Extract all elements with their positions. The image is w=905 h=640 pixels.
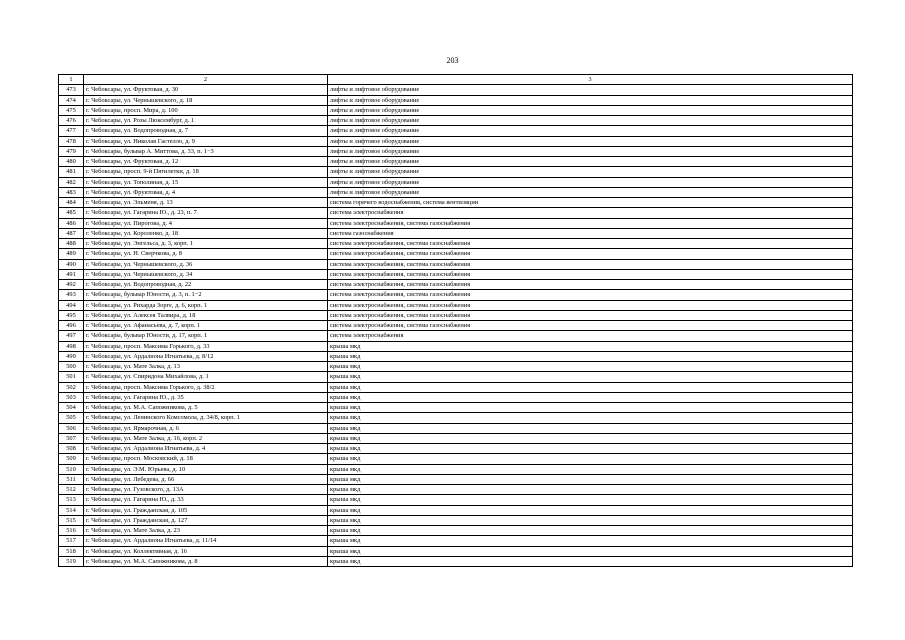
address-cell: г. Чебоксары, ул. Фруктовая, д. 12 [84, 157, 328, 167]
table-row [59, 208, 853, 218]
row-number-cell: 491 [59, 269, 84, 279]
systems-cell: система электроснабжения, система газоснабжения [328, 249, 853, 259]
address-cell: г. Чебоксары, ул. Короленко, д. 18 [84, 228, 328, 238]
table-row [59, 228, 853, 238]
table-row [59, 505, 853, 515]
table-row [59, 249, 853, 259]
table-row [59, 403, 853, 413]
row-number-cell: 493 [59, 290, 84, 300]
address-cell: г. Чебоксары, ул. Спиридона Михайлова, д. 1 [84, 372, 328, 382]
systems-cell: крыша мкд [328, 392, 853, 402]
row-number-cell: 486 [59, 218, 84, 228]
table-row [59, 331, 853, 341]
address-cell: г. Чебоксары, ул. Гагарина Ю., д. 23, п. 7 [84, 208, 328, 218]
row-number-cell: 510 [59, 464, 84, 474]
table-body [59, 75, 853, 567]
table-row [59, 351, 853, 361]
systems-cell: крыша мкд [328, 351, 853, 361]
systems-cell: крыша мкд [328, 362, 853, 372]
table-row [59, 126, 853, 136]
address-cell: г. Чебоксары, ул. М.А. Сапожникова, д. 5 [84, 403, 328, 413]
row-number-cell: 477 [59, 126, 84, 136]
table-row [59, 269, 853, 279]
address-cell: г. Чебоксары, ул. Коллективная, д. 16 [84, 546, 328, 556]
systems-cell: лифты и лифтовое оборудование [328, 157, 853, 167]
address-cell: г. Чебоксары, бульвар Юности, д. 3, п. 1−2 [84, 290, 328, 300]
systems-cell: система электроснабжения, система газоснабжения [328, 290, 853, 300]
row-number-cell: 484 [59, 198, 84, 208]
address-cell: г. Чебоксары, ул. Э.М. Юрьева, д. 10 [84, 464, 328, 474]
table-row [59, 187, 853, 197]
systems-cell: крыша мкд [328, 495, 853, 505]
row-number-cell: 480 [59, 157, 84, 167]
column-header-systems: 3 [328, 75, 853, 85]
row-number-cell: 501 [59, 372, 84, 382]
table-row [59, 290, 853, 300]
address-cell: г. Чебоксары, ул. Гагарина Ю., д. 35 [84, 392, 328, 402]
address-cell: г. Чебоксары, ул. Фруктовая, д. 4 [84, 187, 328, 197]
systems-cell: система электроснабжения, система газоснабжения [328, 321, 853, 331]
row-number-cell: 481 [59, 167, 84, 177]
row-number-cell: 474 [59, 95, 84, 105]
row-number-cell: 516 [59, 526, 84, 536]
systems-cell: система электроснабжения, система газоснабжения [328, 259, 853, 269]
address-cell: г. Чебоксары, ул. Чернышевского, д. 34 [84, 269, 328, 279]
table-row [59, 177, 853, 187]
table-row [59, 341, 853, 351]
table-row [59, 474, 853, 484]
address-cell: г. Чебоксары, ул. Гагарина Ю., д. 33 [84, 495, 328, 505]
table-row [59, 454, 853, 464]
column-header-number: 1 [59, 75, 84, 85]
systems-cell: крыша мкд [328, 372, 853, 382]
table-row [59, 556, 853, 566]
address-cell: г. Чебоксары, ул. Гузовского, д. 13А [84, 485, 328, 495]
address-cell: г. Чебоксары, ул. Розы Люксембург, д. 1 [84, 116, 328, 126]
address-cell: г. Чебоксары, бульвар Юности, д. 17, корп. 1 [84, 331, 328, 341]
address-cell: г. Чебоксары, ул. Энгельса, д. 3, корп. 1 [84, 239, 328, 249]
row-number-cell: 518 [59, 546, 84, 556]
row-number-cell: 517 [59, 536, 84, 546]
row-number-cell: 507 [59, 433, 84, 443]
table-row [59, 85, 853, 95]
address-cell: г. Чебоксары, ул. Ярмарочная, д. 6 [84, 423, 328, 433]
row-number-cell: 478 [59, 136, 84, 146]
systems-cell: система электроснабжения, система газоснабжения [328, 280, 853, 290]
address-cell: г. Чебоксары, ул. Фруктовая, д. 30 [84, 85, 328, 95]
row-number-cell: 512 [59, 485, 84, 495]
systems-cell: крыша мкд [328, 423, 853, 433]
page-number: 203 [446, 56, 459, 65]
row-number-cell: 473 [59, 85, 84, 95]
table-row [59, 300, 853, 310]
table-row [59, 536, 853, 546]
row-number-cell: 497 [59, 331, 84, 341]
row-number-cell: 515 [59, 515, 84, 525]
row-number-cell: 490 [59, 259, 84, 269]
systems-cell: лифты и лифтовое оборудование [328, 85, 853, 95]
row-number-cell: 494 [59, 300, 84, 310]
address-cell: г. Чебоксары, ул. Мате Залка, д. 23 [84, 526, 328, 536]
table-row [59, 280, 853, 290]
row-number-cell: 479 [59, 146, 84, 156]
address-cell: г. Чебоксары, ул. Эльменя, д. 13 [84, 198, 328, 208]
row-number-cell: 482 [59, 177, 84, 187]
address-cell: г. Чебоксары, ул. Пирогова, д. 4 [84, 218, 328, 228]
table-row [59, 372, 853, 382]
address-cell: г. Чебоксары, просп. 9-й Пятилетки, д. 18 [84, 167, 328, 177]
buildings-table [58, 74, 853, 567]
table-header-row [59, 75, 853, 85]
table-row [59, 310, 853, 320]
table-row [59, 444, 853, 454]
table-row [59, 95, 853, 105]
systems-cell: система электроснабжения, система газоснабжения [328, 239, 853, 249]
systems-cell: система электроснабжения, система газоснабжения [328, 218, 853, 228]
systems-cell: лифты и лифтовое оборудование [328, 146, 853, 156]
address-cell: г. Чебоксары, бульвар А. Миттова, д. 33, п. 1−3 [84, 146, 328, 156]
address-cell: г. Чебоксары, ул. Афанасьева, д. 7, корп. 1 [84, 321, 328, 331]
address-cell: г. Чебоксары, ул. Алексея Талвира, д. 18 [84, 310, 328, 320]
address-cell: г. Чебоксары, ул. Н. Сверчкова, д. 8 [84, 249, 328, 259]
row-number-cell: 495 [59, 310, 84, 320]
table-row [59, 413, 853, 423]
address-cell: г. Чебоксары, ул. Гражданская, д. 105 [84, 505, 328, 515]
row-number-cell: 475 [59, 105, 84, 115]
row-number-cell: 499 [59, 351, 84, 361]
systems-cell: крыша мкд [328, 546, 853, 556]
table-row [59, 321, 853, 331]
systems-cell: крыша мкд [328, 505, 853, 515]
row-number-cell: 483 [59, 187, 84, 197]
systems-cell: крыша мкд [328, 485, 853, 495]
address-cell: г. Чебоксары, ул. Мате Залка, д. 16, корп. 2 [84, 433, 328, 443]
row-number-cell: 504 [59, 403, 84, 413]
table-row [59, 218, 853, 228]
address-cell: г. Чебоксары, просп. Максима Горького, д. 38/2 [84, 382, 328, 392]
address-cell: г. Чебоксары, ул. Мате Залка, д. 13 [84, 362, 328, 372]
systems-cell: крыша мкд [328, 403, 853, 413]
systems-cell: крыша мкд [328, 536, 853, 546]
systems-cell: лифты и лифтовое оборудование [328, 187, 853, 197]
table-row [59, 526, 853, 536]
systems-cell: лифты и лифтовое оборудование [328, 105, 853, 115]
address-cell: г. Чебоксары, ул. Ардалиона Игнатьева, д. 11/14 [84, 536, 328, 546]
row-number-cell: 506 [59, 423, 84, 433]
address-cell: г. Чебоксары, просп. Мира, д. 100 [84, 105, 328, 115]
table-row [59, 392, 853, 402]
table-row [59, 239, 853, 249]
address-cell: г. Чебоксары, ул. Ардалиона Игнатьева, д. 4 [84, 444, 328, 454]
systems-cell: крыша мкд [328, 526, 853, 536]
systems-cell: система электроснабжения, система газоснабжения [328, 300, 853, 310]
table-row [59, 146, 853, 156]
address-cell: г. Чебоксары, ул. Водопроводная, д. 22 [84, 280, 328, 290]
systems-cell: система электроснабжения [328, 208, 853, 218]
table-row [59, 259, 853, 269]
systems-cell: система электроснабжения, система газоснабжения [328, 310, 853, 320]
systems-cell: лифты и лифтовое оборудование [328, 136, 853, 146]
systems-cell: система электроснабжения, система газоснабжения [328, 269, 853, 279]
systems-cell: крыша мкд [328, 413, 853, 423]
table-row [59, 157, 853, 167]
table-row [59, 464, 853, 474]
systems-cell: крыша мкд [328, 444, 853, 454]
table-row [59, 105, 853, 115]
table-row [59, 495, 853, 505]
systems-cell: крыша мкд [328, 474, 853, 484]
address-cell: г. Чебоксары, ул. Водопроводная, д. 7 [84, 126, 328, 136]
row-number-cell: 503 [59, 392, 84, 402]
row-number-cell: 498 [59, 341, 84, 351]
row-number-cell: 489 [59, 249, 84, 259]
row-number-cell: 511 [59, 474, 84, 484]
table-row [59, 362, 853, 372]
address-cell: г. Чебоксары, ул. Чернышевского, д. 18 [84, 95, 328, 105]
systems-cell: лифты и лифтовое оборудование [328, 167, 853, 177]
systems-cell: крыша мкд [328, 341, 853, 351]
systems-cell: крыша мкд [328, 515, 853, 525]
table-row [59, 198, 853, 208]
table-row [59, 382, 853, 392]
systems-cell: система газоснабжения [328, 228, 853, 238]
systems-cell: крыша мкд [328, 556, 853, 566]
systems-cell: система электроснабжения [328, 331, 853, 341]
address-cell: г. Чебоксары, ул. Тополиная, д. 15 [84, 177, 328, 187]
row-number-cell: 488 [59, 239, 84, 249]
column-header-address: 2 [84, 75, 328, 85]
row-number-cell: 508 [59, 444, 84, 454]
systems-cell: лифты и лифтовое оборудование [328, 116, 853, 126]
row-number-cell: 487 [59, 228, 84, 238]
address-cell: г. Чебоксары, ул. Гражданская, д. 127 [84, 515, 328, 525]
systems-cell: крыша мкд [328, 433, 853, 443]
row-number-cell: 514 [59, 505, 84, 515]
row-number-cell: 492 [59, 280, 84, 290]
systems-cell: лифты и лифтовое оборудование [328, 177, 853, 187]
row-number-cell: 513 [59, 495, 84, 505]
table-row [59, 546, 853, 556]
row-number-cell: 519 [59, 556, 84, 566]
systems-cell: крыша мкд [328, 454, 853, 464]
address-cell: г. Чебоксары, ул. Николая Гастелло, д. 9 [84, 136, 328, 146]
address-cell: г. Чебоксары, ул. Лебедева, д. 66 [84, 474, 328, 484]
row-number-cell: 502 [59, 382, 84, 392]
address-cell: г. Чебоксары, просп. Максима Горького, д. 33 [84, 341, 328, 351]
table-row [59, 167, 853, 177]
row-number-cell: 485 [59, 208, 84, 218]
table-row [59, 515, 853, 525]
systems-cell: лифты и лифтовое оборудование [328, 95, 853, 105]
table-row [59, 116, 853, 126]
systems-cell: система горячего водоснабжения, система вентиляции [328, 198, 853, 208]
address-cell: г. Чебоксары, ул. Рихарда Зорге, д. 6, корп. 1 [84, 300, 328, 310]
address-cell: г. Чебоксары, просп. Московский, д. 18 [84, 454, 328, 464]
systems-cell: лифты и лифтовое оборудование [328, 126, 853, 136]
address-cell: г. Чебоксары, ул. М.А. Сапожникова, д. 8 [84, 556, 328, 566]
row-number-cell: 476 [59, 116, 84, 126]
table-row [59, 433, 853, 443]
table-row [59, 485, 853, 495]
row-number-cell: 500 [59, 362, 84, 372]
address-cell: г. Чебоксары, ул. Чернышевского, д. 36 [84, 259, 328, 269]
address-cell: г. Чебоксары, ул. Ардалиона Игнатьева, д. 8/12 [84, 351, 328, 361]
table-row [59, 423, 853, 433]
row-number-cell: 505 [59, 413, 84, 423]
row-number-cell: 496 [59, 321, 84, 331]
row-number-cell: 509 [59, 454, 84, 464]
table-row [59, 136, 853, 146]
systems-cell: крыша мкд [328, 382, 853, 392]
systems-cell: крыша мкд [328, 464, 853, 474]
address-cell: г. Чебоксары, ул. Ленинского Комсомола, д. 34/8, корп. 1 [84, 413, 328, 423]
